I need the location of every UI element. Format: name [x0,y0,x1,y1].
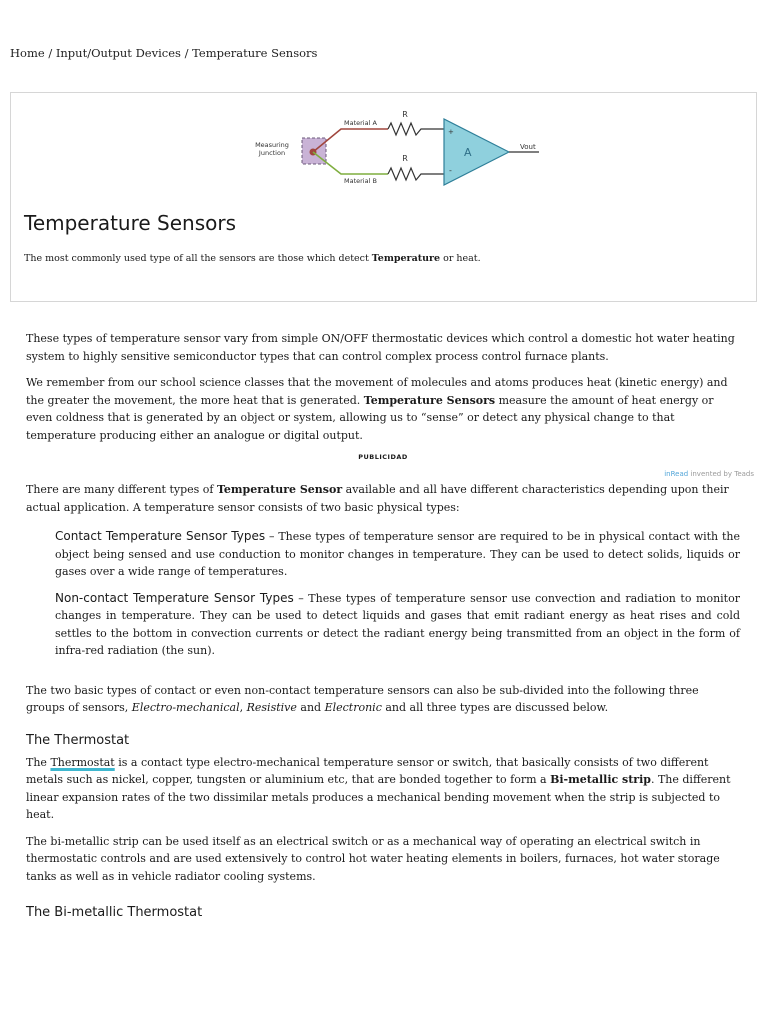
thermocouple-amplifier-diagram [246,103,546,193]
paragraph-text: The [26,755,51,769]
breadcrumb-home-link[interactable]: Home [10,46,45,60]
resistor-label: R [402,110,408,119]
breadcrumb [10,46,317,60]
section-heading-thermostat: The Thermostat [26,732,130,748]
sensor-type-name: Contact Temperature Sensor Types [55,529,266,543]
paragraph-emphasis: Electro-mechanical [131,701,240,714]
paragraph-text: , [239,701,247,714]
sensor-type-text: – These types of temperature sensor are required to be in physical contact with the object being sensed and use conduction to monitor changes in temperature. They can be used to detect solids, liquids or gases over a wide range of temperatures. [55,530,741,578]
article-header-card [10,92,757,302]
paragraph [26,682,740,717]
paragraph: The bi-metallic strip can be used itself as an electrical switch or as a mechanical way of operating an electrical switch in thermostatic controls and are used extensively to control hot water heating elements in boilers, furnaces, hot water storage tanks as well as in vehicle radiator cooling systems. [26,834,720,883]
paragraph [26,754,740,824]
paragraph-bold: Temperature Sensor [216,483,343,496]
paragraph: These types of temperature sensor vary from simple ON/OFF thermostatic devices which control a domestic hot water heating system to highly sensitive semiconductor types that can control complex process control furnace plants. [26,332,735,363]
resistor-top [388,123,444,135]
resistor-bottom [388,168,444,180]
measuring-junction-label: Measuring [255,141,289,149]
op-amp-minus: - [449,166,452,175]
paragraph [26,374,740,444]
section-heading-bimetallic: The Bi-metallic Thermostat [26,905,203,920]
breadcrumb-section-link[interactable]: Input/Output Devices [55,46,181,60]
op-amp-label: A [464,146,472,159]
resistor-label: R [402,154,408,163]
article-body [26,330,754,926]
paragraph-bold: Bi-metallic strip [550,773,651,786]
material-a-label: Material A [344,119,377,127]
thermostat-link[interactable]: Thermostat [50,755,115,769]
ad-credit [26,470,754,478]
vout-label: Vout [520,143,536,151]
sensor-type-item [55,590,740,660]
paragraph-text: available and all have different characteristics depending upon their actual application. A temperature sensor consists of two basic physical types: [26,483,729,514]
sensor-types-list [55,528,740,660]
page-title: Temperature Sensors [24,211,237,235]
paragraph-text: There are many different types of [26,483,217,496]
breadcrumb-separator: / [180,46,193,60]
ad-credit-text: invented by Teads [688,470,754,478]
lead-text: or heat. [440,253,481,264]
page-lead [24,250,481,268]
sensor-type-name: Non-contact Temperature Sensor Types [55,590,294,605]
paragraph-text: . The different linear expansion rates of the two dissimilar metals produces a mechanical bending movement when the strip is subjected to heat. [26,773,731,821]
paragraph-text: is a contact type electro-mechanical temperature sensor or switch, that basically consists of two different metals such as nickel, copper, tungsten or aluminium etc, that are bonded together to form a [26,755,709,786]
paragraph-text: measure the amount of heat energy or even coldness that is generated by an object or system, allowing us to “sense” or detect any physical change to that temperature producing either an analogue or digital output. [26,393,714,442]
sensor-type-item [55,528,740,581]
paragraph-emphasis: Electronic [324,701,382,714]
paragraph-text: We remember from our school science classes that the movement of molecules and atoms produces heat (kinetic energy) and the greater the movement, the more heat that is generated. [26,376,728,407]
paragraph-emphasis: Resistive [246,701,297,714]
paragraph-text: The two basic types of contact or even non-contact temperature sensors can also be sub-divided into the following three groups of sensors, [26,683,699,714]
inread-link[interactable]: inRead [664,470,689,478]
breadcrumb-separator: / [44,46,56,60]
lead-text: The most commonly used type of all the sensors are those which detect [24,253,372,264]
paragraph-text: and [296,701,325,714]
material-b-label: Material B [344,177,377,185]
sensor-type-text: – These types of temperature sensor use convection and radiation to monitor changes in temperature. They can be used to detect liquids and gases that emit radiant energy as heat rises and cold settles to the bottom in convection currents or detect the radiant energy being transmitted from an object in the form of infra-red radiation (the sun). [55,591,740,657]
paragraph-text: and all three types are discussed below. [381,701,609,714]
ad-label: PUBLICIDAD [358,453,408,461]
lead-bold: Temperature [371,253,441,264]
op-amp-plus: + [448,128,454,136]
breadcrumb-current: Temperature Sensors [192,46,318,60]
measuring-junction-label: Junction [258,149,286,157]
paragraph-bold: Temperature Sensors [363,393,496,407]
paragraph [26,481,740,516]
